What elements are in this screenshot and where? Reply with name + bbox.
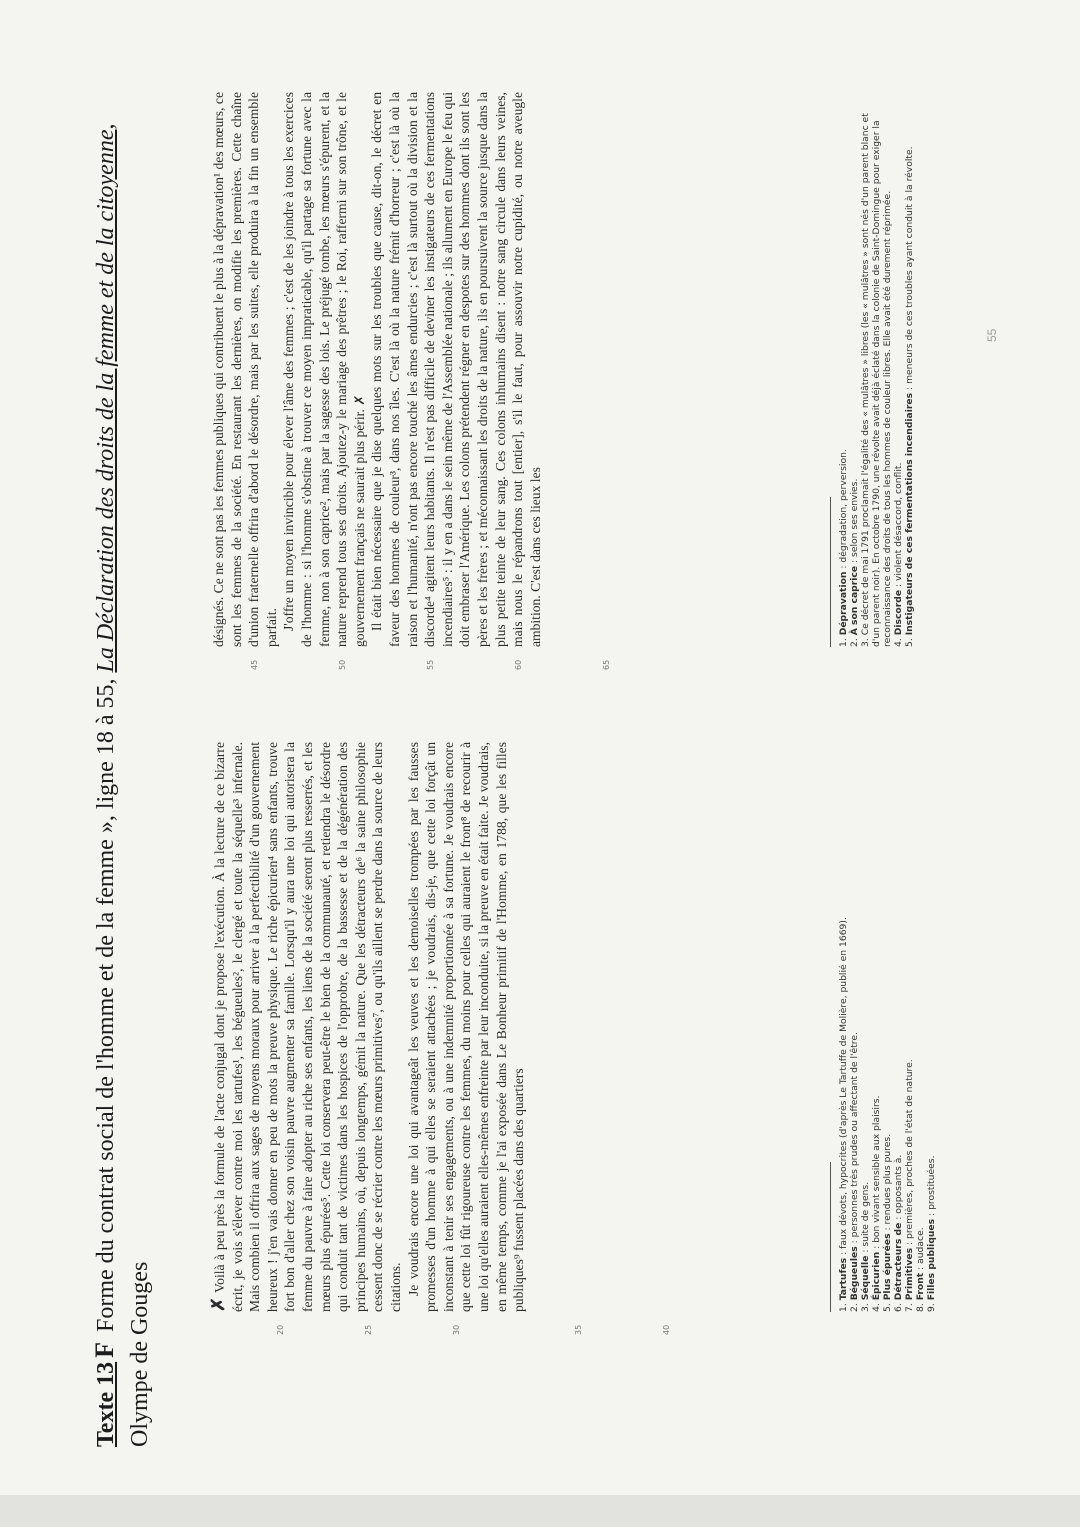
paragraph: Je voudrais encore une loi qui avantageât les veuves et les demoiselles trompées par les fausses promesses d'un homme à qui elles se seraient attachées ; je voudrais, dis-je, que cette loi forçât un inconstant à tenir ses engagements, ou à une indemnité proportionnée à sa fortune. Je voudrais encore que cette loi fût rigoureuse contre les femmes, du moins pour celles qui auraient le front⁸ de recourir à une loi qu'elles auraient elles-mêmes enfreinte par leur inconduite, si la preuve en était faite. Je voudrais, en même temps, comme je l'ai exposée dans Le Bonheur primitif de l'Homme, en 1788, que les filles publiques⁹ fussent placées dans des quartiers bbox=[405, 742, 527, 1312]
footnote: 3. Séquelle : suite de gens. bbox=[860, 1181, 871, 1312]
footnote: 7. Primitives : premières, proches de l'état de nature. bbox=[904, 1059, 915, 1312]
right-footnotes bbox=[838, 102, 915, 647]
footnote: 4. Épicurien : bon vivant sensible aux plaisirs. bbox=[871, 1095, 882, 1312]
author: , Olympe de Gouges bbox=[93, 123, 153, 1447]
line-number: 35 bbox=[574, 1324, 583, 1335]
page-number: 55 bbox=[985, 328, 999, 342]
left-column bbox=[210, 742, 528, 1312]
handwritten-cross-icon: ✗ bbox=[208, 1296, 228, 1312]
line-number: 20 bbox=[276, 1324, 285, 1335]
line-number: 60 bbox=[514, 659, 523, 670]
handwritten-mark: F bbox=[90, 1342, 119, 1358]
footnote: 4. Discorde : violent désaccord, conflit. bbox=[893, 462, 904, 647]
footnote-rule-left bbox=[830, 1162, 831, 1312]
footnote: 9. Filles publiques : prostituées. bbox=[926, 1155, 937, 1312]
footnote: 2. Bégueules : personnes très prudes ou affectant de l'être. bbox=[849, 1032, 860, 1312]
text-label: Texte 13 bbox=[93, 1361, 119, 1447]
line-number: 25 bbox=[364, 1324, 373, 1335]
footnote: 1. Dépravation : dégradation, perversion. bbox=[838, 449, 849, 647]
footnote: 8. Front : audace. bbox=[915, 1227, 926, 1312]
paragraph: Il était bien nécessaire que je dise quelques mots sur les troubles que cause, dit-on, le décret en faveur des hommes de couleur³, dans nos îles. C'est là où la nature frémit d'horreur ; c'est là où la raison et l'humanité, n'ont pas encore touché les âmes endurcies ; c'est là surtout où la division et la discorde⁴ agitent leurs habitants. Il n'est pas difficile de deviner les instigateurs de ces fermentations incendiaires⁵ : il y en a dans le sein même de l'Assemblée nationale ; ils allument en Europe le feu qui doit embraser l'Amérique. Les colons prétendent régner en despotes sur des hommes dont ils sont les pères et les frères ; et méconnaissant les droits de la nature, ils en poursuivent la source jusque dans la plus petite teinte de leur sang. Ces colons inhumains disent : notre sang circule dans leurs veines, mais nous le répandrons tout [entier], s'il le faut, pour assouvir notre cupidité, ou notre aveugle ambition. C'est dans ces lieux les bbox=[369, 92, 543, 647]
page-title bbox=[88, 117, 157, 1447]
paragraph: J'offre un moyen invincible pour élever l'âme des femmes ; c'est de les joindre à tous les exercices de l'homme : si l'homme s'obstine à trouver ce moyen impraticable, qu'il partage sa fortune avec la femme, non à son caprice², mais par la sagesse des lois. Le préjugé tombe, les mœurs s'épurent, et la nature reprend tous ses droits. Ajoutez-y le mariage des prêtres ; le Roi, raffermi sur son trône, et le gouvernement français ne saurait plus périr. ✗ bbox=[281, 92, 367, 647]
title-main: Forme du contrat social de l'homme et de la femme », ligne 18 à 55, bbox=[93, 678, 119, 1332]
left-footnotes bbox=[838, 752, 937, 1312]
line-number: 65 bbox=[602, 659, 611, 670]
line-number: 55 bbox=[426, 659, 435, 670]
line-number: 50 bbox=[338, 659, 347, 670]
footnote: 1. Tartufes : faux dévots, hypocrites (d'après Le Tartuffe de Molière, publié en 1669). bbox=[838, 917, 849, 1312]
footnote: 3. Ce décret de mai 1791 proclamait l'égalité des « mulâtres » libres (les « mulâtres » sont nés d'un parent blanc et d'un parent noir). En octobre 1790, une révolte avait déjà éclaté dans la colonie de Saint-Domingue pour exiger la reconnaissance des droits de tous les hommes de couleur libres. Elle avait été durement réprimée. bbox=[860, 113, 893, 647]
line-number: 40 bbox=[662, 1324, 671, 1335]
footnote: 5. Plus épurées : rendues plus pures. bbox=[882, 1133, 893, 1312]
footnote: 6. Détracteurs de : opposants à. bbox=[893, 1154, 904, 1312]
line-number: 30 bbox=[452, 1324, 461, 1335]
footnote-rule-right bbox=[830, 497, 831, 647]
right-column bbox=[210, 92, 544, 647]
work-title: La Déclaration des droits de la femme et de la citoyenne bbox=[93, 129, 119, 673]
paragraph: désignés. Ce ne sont pas les femmes publiques qui contribuent le plus à la dépravation¹ des mœurs, ce sont les femmes de la société. En restaurant les dernières, on modifie les premières. Cette chaîne d'union fraternelle offrira d'abord le désordre, mais par les suites, elle produira à la fin un ensemble parfait. bbox=[211, 92, 279, 647]
paragraph: ✗Voilà à peu près la formule de l'acte conjugal dont je propose l'exécution. À la lecture de ce bizarre écrit, je vois s'élever contre moi les tartufes¹, les bégueules², le clergé et toute la séquelle³ infernale. Mais combien il offrira aux sages de moyens moraux pour arriver à la perfectibilité d'un gouvernement heureux ! j'en vais donner en peu de mots la preuve physique. Le riche épicurien⁴ sans enfants, trouve fort bon d'aller chez son voisin pauvre augmenter sa famille. Lorsqu'il y aura une loi qui autorisera la femme du pauvre à faire adopter au riche ses enfants, les liens de la société seront plus resserrés, et les mœurs plus épurées⁵. Cette loi conservera peut-être le bien de la communauté, et retiendra le désordre qui conduit tant de victimes dans les hospices de l'opprobre, de la bassesse et de la dégénération des principes humains, où, depuis longtemps, gémit la nature. Que les détracteurs de⁶ la saine philosophie cessent donc de se récrier contre les mœurs primitives⁷, ou qu'ils aillent se perdre dans la source de leurs citations. bbox=[208, 742, 403, 1312]
footnote: 5. Instigateurs de ces fermentations incendiaires : meneurs de ces troubles ayant conduit à la révolte. bbox=[904, 146, 915, 647]
line-number: 45 bbox=[250, 659, 259, 670]
footnote: 2. À son caprice : selon ses envies. bbox=[849, 478, 860, 647]
